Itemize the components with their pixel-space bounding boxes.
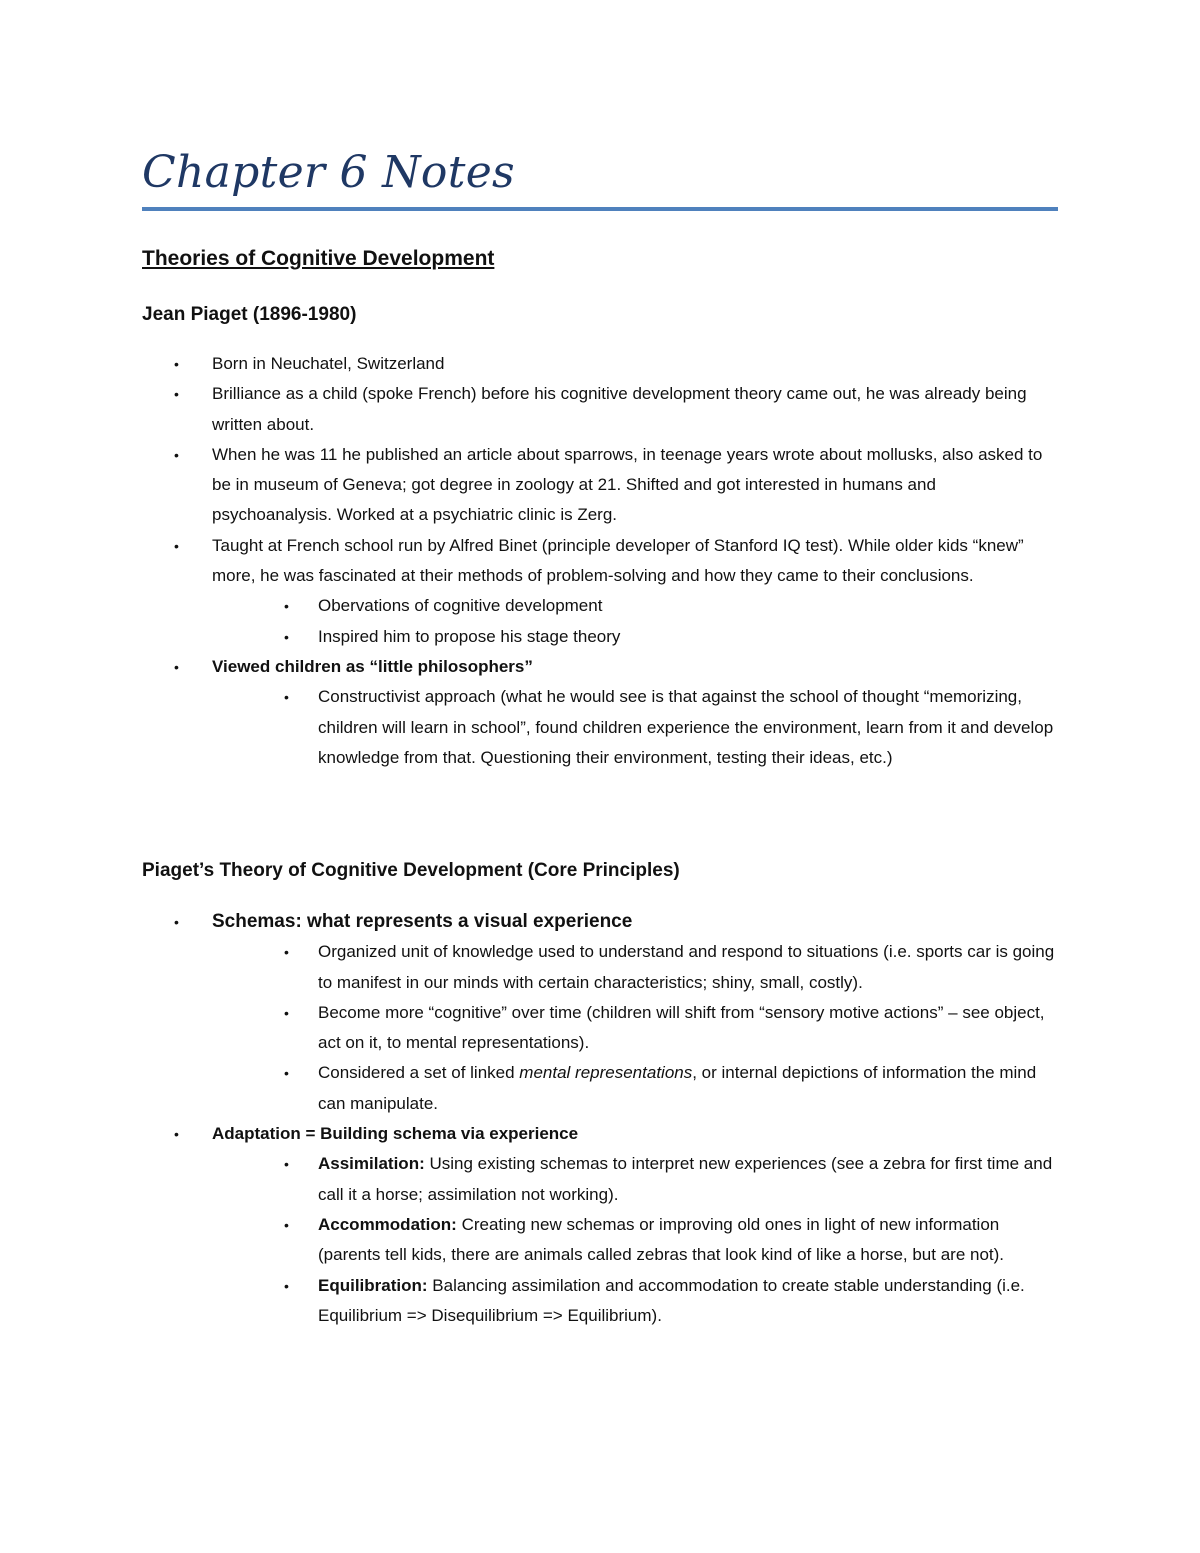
sub-bullet-list [142,1149,1058,1331]
bullet-text: Creating new schemas or improving old ones in light of new information (parents tell kids, there are animals called zebras that look kind of like a horse, but are not). [318,1214,1005,1265]
italic-term: mental representations [519,1063,693,1083]
bullet-text: Using existing schemas to interpret new experiences (see a zebra for first time and call it a horse; assimilation not working). [318,1154,1053,1204]
term-equilibration: Equilibration: [318,1275,428,1295]
bullet-icon: • [174,914,179,930]
bullet-text: Constructivist approach (what he would see is that against the school of thought “memorizing, children will learn in school”, found children experience the environment, learn from it and develop knowledge from that. Questioning their environment, testing their ideas, etc.) [318,687,1054,767]
bullet-icon: • [284,1156,289,1173]
schemas-label: Schemas: what represents a visual experience [212,911,633,932]
piaget-bullet-list [142,349,1058,773]
bullet-icon: • [284,1004,289,1021]
document-title: Chapter 6 Notes [142,147,515,198]
bullet-icon: • [284,628,289,645]
list-item [142,1058,1058,1119]
bullet-icon: • [284,1277,289,1294]
adaptation-label: Adaptation [212,1124,301,1144]
list-item [142,682,1058,773]
list-item [142,1149,1058,1210]
section-title: Theories of Cognitive Development [142,247,495,270]
bullet-text: Organized unit of knowledge used to understand and respond to situations (i.e. sports car is going to manifest in our minds with certain characteristics; shiny, small, costly). [318,942,1055,992]
bullet-icon: • [174,386,179,403]
list-item [142,937,1058,998]
bullet-icon: • [284,1065,289,1082]
bullet-icon: • [174,658,179,675]
list-item [142,998,1058,1059]
list-item [142,591,1058,621]
bullet-icon: • [284,1216,289,1233]
adaptation-definition: = Building schema via experience [300,1124,579,1144]
bullet-icon: • [284,689,289,706]
bullet-text: When he was 11 he published an article about sparrows, in teenage years wrote about mollusks, also asked to be in museum of Geneva; got degree in zoology at 21. Shifted and got interested in humans and psychoanalysis. Worked at a psychiatric clinic is Zerg. [212,444,1043,525]
theory-heading: Piaget’s Theory of Cognitive Development (Core Principles) [142,860,680,881]
bullet-text: Inspired him to propose his stage theory [318,626,621,646]
piaget-heading: Jean Piaget (1896-1980) [142,304,357,325]
bullet-text: Taught at French school run by Alfred Binet (principle developer of Stanford IQ test). While older kids “knew” more, he was fascinated at their methods of problem-solving and how they came to their conclusions. [212,535,1024,586]
list-item [142,652,1058,773]
sub-bullet-list [142,682,1058,773]
bullet-text: Brilliance as a child (spoke French) before his cognitive development theory came out, he was already being written about. [212,384,1027,434]
list-item [142,440,1058,531]
list-item [142,349,1058,379]
list-item [142,1271,1058,1332]
term-assimilation: Assimilation: [318,1154,425,1174]
list-item [142,1210,1058,1271]
list-item [142,1119,1058,1331]
term-accommodation: Accommodation: [318,1214,457,1234]
bullet-text: Viewed children as “little philosophers” [212,656,533,676]
list-item [142,622,1058,652]
bullet-icon: • [174,1126,179,1143]
bullet-icon: • [174,537,179,554]
bullet-icon: • [174,356,179,372]
bullet-icon: • [174,446,179,463]
list-item [142,907,1058,1119]
list-item [142,531,1058,652]
bullet-icon: • [284,598,289,615]
sub-bullet-list [142,591,1058,652]
bullet-text-start: Considered a set of linked [318,1063,520,1083]
list-item [142,379,1058,440]
core-principles-list [142,907,1058,1331]
bullet-text: Balancing assimilation and accommodation to create stable understanding (i.e. Equilibrium => Disequilibrium => Equilibrium). [318,1275,1025,1325]
sub-bullet-list [142,937,1058,1119]
title-underline-rule [142,207,1058,211]
bullet-text: Obervations of cognitive development [318,596,603,616]
bullet-icon: • [284,944,289,961]
bullet-text-end: , or internal depictions of information the mind can manipulate. [318,1063,1037,1113]
bullet-text: Become more “cognitive” over time (children will shift from “sensory motive actions” – see object, act on it, to mental representations). [318,1002,1045,1053]
bullet-text: Born in Neuchatel, Switzerland [212,354,445,373]
